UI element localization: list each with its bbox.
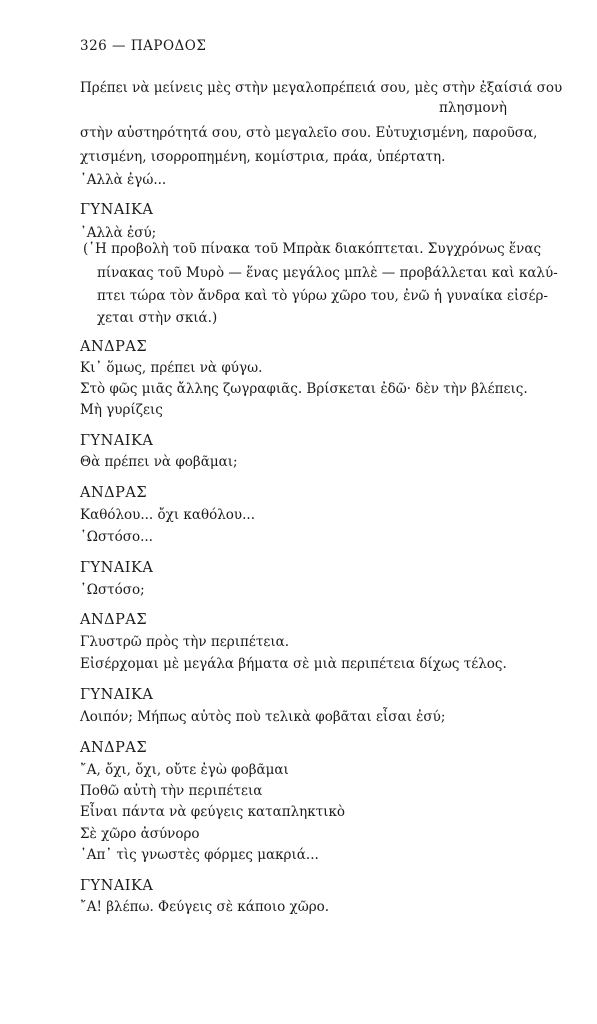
text-line: Εἰσέρχομαι μὲ μεγάλα βήματα σὲ μιὰ περιπέτεια δίχως τέλος.	[80, 656, 507, 672]
speaker-man: ΑΝΔΡΑΣ	[80, 485, 148, 501]
text-line: ῾Ωστόσο;	[80, 582, 145, 598]
stage-direction: πίνακας τοῦ Μυρὸ — ἕνας μεγάλος μπλὲ — προβάλλεται καὶ καλύ-	[97, 265, 558, 281]
text-line: Εἶναι πάντα νὰ φεύγεις καταπληκτικὸ	[80, 804, 346, 820]
stage-direction: (῾Η προβολὴ τοῦ πίνακα τοῦ Μπρὰκ διακόπτεται. Συγχρόνως ἕνας	[83, 241, 542, 257]
speaker-man: ΑΝΔΡΑΣ	[80, 740, 148, 756]
speaker-woman: ΓΥΝΑΙΚΑ	[80, 433, 154, 449]
speaker-woman: ΓΥΝΑΙΚΑ	[80, 202, 154, 218]
text-line: ᾽Αλλὰ ἐγώ...	[80, 172, 167, 188]
running-head: 326 — ΠΑΡΟΔΟΣ	[80, 38, 207, 54]
text-line: ῾Ωστόσο...	[80, 529, 153, 545]
text-line: Γλυστρῶ πρὸς τὴν περιπέτεια.	[80, 634, 290, 650]
text-line: Καθόλου... ὄχι καθόλου...	[80, 507, 255, 523]
text-line: ᾽Αλλὰ ἐσύ;	[80, 225, 157, 241]
text-line: Μὴ γυρίζεις	[80, 402, 163, 418]
text-line: Πρέπει νὰ μείνεις μὲς στὴν μεγαλοπρέπειά σου, μὲς στὴν ἐξαίσιά σου	[80, 80, 563, 96]
text-line: Στὸ φῶς μιᾶς ἄλλης ζωγραφιᾶς. Βρίσκεται ἐδῶ· δὲν τὴν βλέπεις.	[80, 381, 528, 397]
text-line: Λοιπόν; Μήπως αὐτὸς ποὺ τελικὰ φοβᾶται εἶσαι ἐσύ;	[80, 709, 446, 725]
speaker-man: ΑΝΔΡΑΣ	[80, 339, 148, 355]
text-line: ῎Α! βλέπω. Φεύγεις σὲ κάποιο χῶρο.	[80, 899, 330, 915]
text-line: Θὰ πρέπει νὰ φοβᾶμαι;	[80, 454, 238, 470]
text-line: στὴν αὐστηρότητά σου, στὸ μεγαλεῖο σου. Εὐτυχισμένη, παροῦσα,	[80, 125, 538, 141]
stage-direction: χεται στὴν σκιά.)	[97, 310, 218, 326]
speaker-man: ΑΝΔΡΑΣ	[80, 612, 148, 628]
text-line: Σὲ χῶρο ἀσύνορο	[80, 826, 200, 842]
speaker-woman: ΓΥΝΑΙΚΑ	[80, 687, 154, 703]
text-line: Κι᾽ ὅμως, πρέπει νὰ φύγω.	[80, 360, 263, 376]
text-line: ῎Α, ὄχι, ὄχι, οὔτε ἐγὼ φοβᾶμαι	[80, 762, 289, 778]
speaker-woman: ΓΥΝΑΙΚΑ	[80, 878, 154, 894]
text-line: Ποθῶ αὐτὴ τὴν περιπέτεια	[80, 783, 263, 799]
text-line: χτισμένη, ισορροπημένη, κομίστρια, πράα, ὑπέρτατη.	[80, 149, 446, 165]
text-line: ᾽Απ᾽ τὶς γνωστὲς φόρμες μακριά...	[80, 847, 319, 863]
text-line: πλησμονὴ	[439, 100, 507, 116]
stage-direction: πτει τώρα τὸν ἄνδρα καὶ τὸ γύρω χῶρο του, ἐνῶ ἡ γυναίκα εἰσέρ-	[97, 288, 548, 304]
speaker-woman: ΓΥΝΑΙΚΑ	[80, 560, 154, 576]
